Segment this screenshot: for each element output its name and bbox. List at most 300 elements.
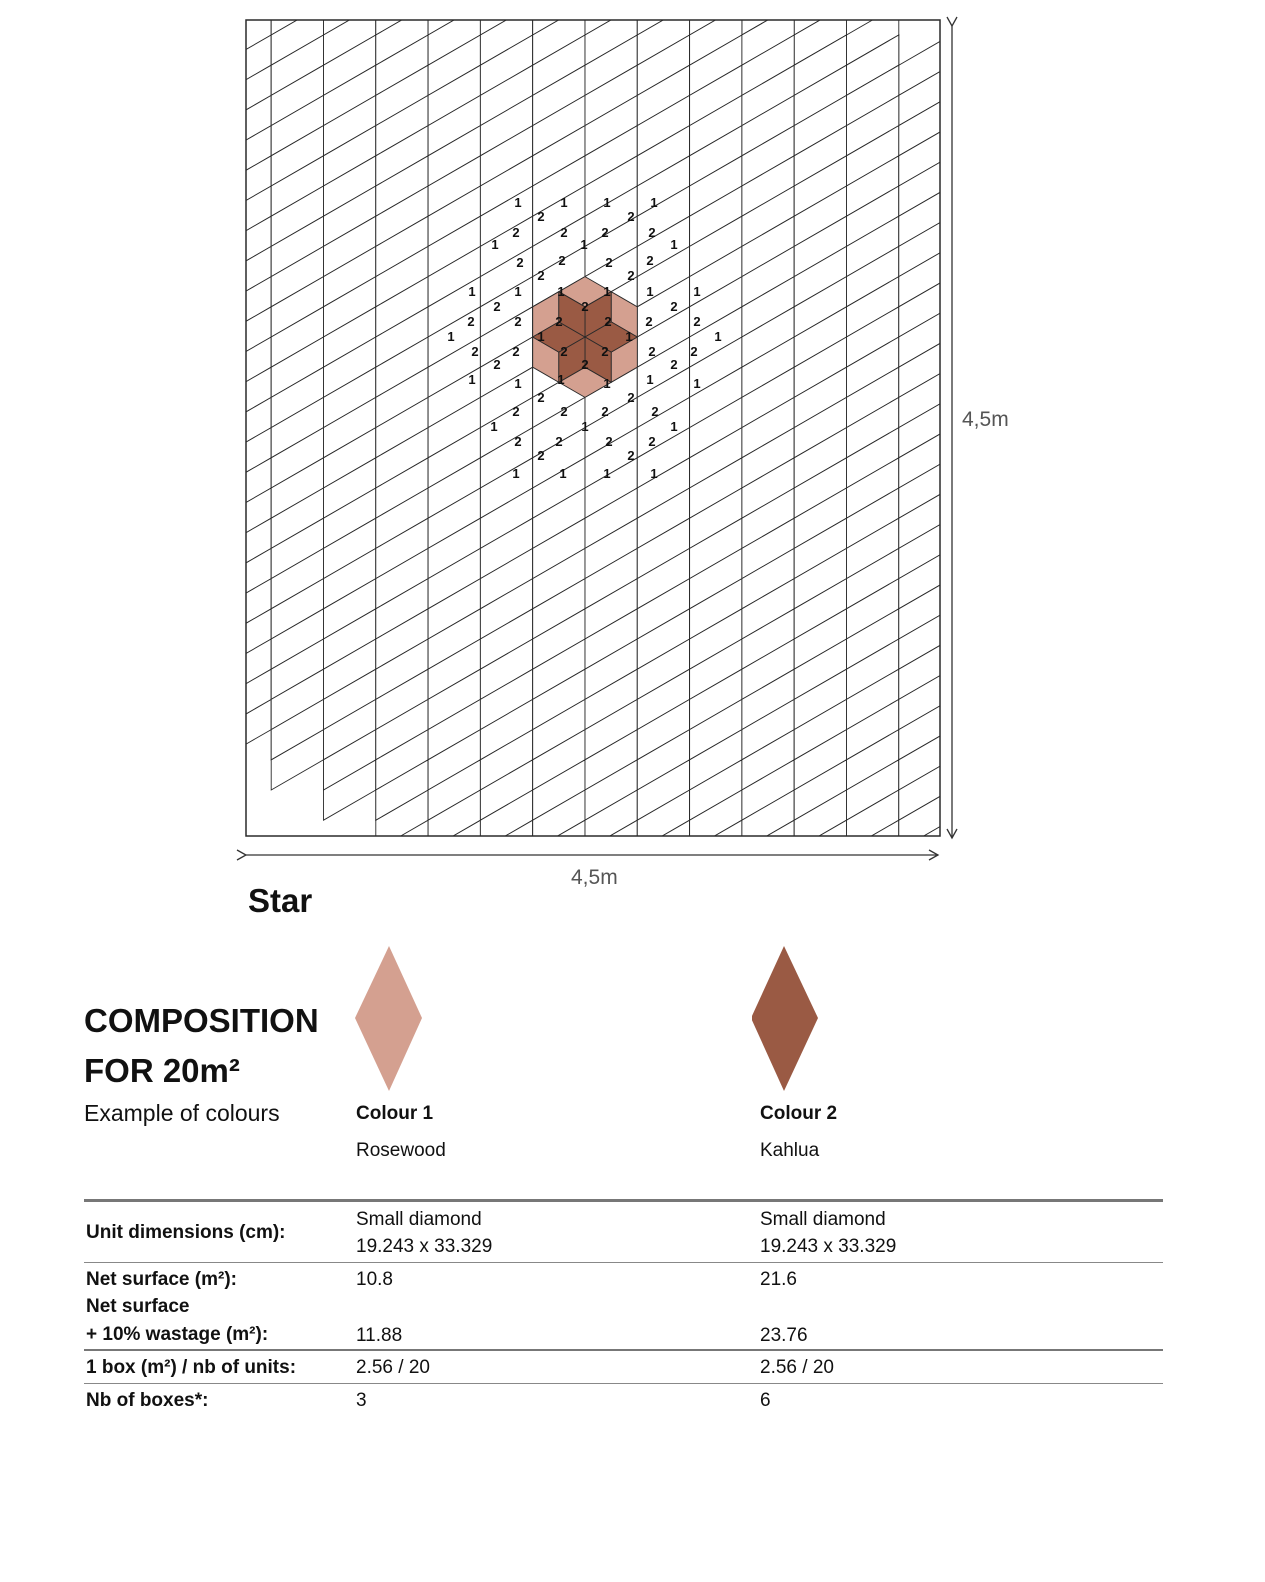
tile-number-marker: 1	[670, 237, 678, 252]
colour1-label: Colour 1	[356, 1103, 434, 1124]
tile-number-marker: 2	[512, 344, 520, 359]
tile-number-marker: 2	[471, 344, 479, 359]
tile	[951, 609, 1003, 669]
tile	[1004, 760, 1056, 820]
tile	[167, 126, 219, 186]
tile	[951, 518, 1003, 578]
tile	[271, 0, 323, 5]
tile	[847, 850, 899, 905]
tile	[951, 609, 1003, 669]
tile	[951, 609, 1003, 669]
tile-number-marker: 1	[646, 284, 654, 299]
tile-number-marker: 1	[650, 195, 658, 210]
tile	[951, 669, 1003, 729]
tile	[219, 0, 271, 5]
width-dimension-label: 4,5m	[571, 866, 618, 889]
tile	[167, 307, 219, 367]
tile-number-marker: 1	[581, 419, 589, 434]
tile	[951, 579, 1003, 639]
tile	[951, 790, 1003, 850]
colour1-name: Rosewood	[356, 1140, 446, 1161]
tile	[951, 850, 1003, 905]
tile	[951, 518, 1003, 578]
tile-number-marker: 2	[516, 255, 524, 270]
tile	[1004, 277, 1056, 337]
tile	[951, 669, 1003, 729]
tile	[951, 760, 1003, 820]
tile-number-marker: 2	[537, 448, 545, 463]
tile	[951, 488, 1003, 548]
tile	[951, 548, 1003, 608]
tile	[951, 730, 1003, 790]
tile	[167, 669, 219, 729]
tile	[428, 0, 480, 5]
tile	[167, 156, 219, 216]
tile-number-marker: 2	[605, 434, 613, 449]
tile	[951, 337, 1003, 397]
tile	[951, 307, 1003, 367]
tile	[951, 307, 1003, 367]
tile	[167, 35, 219, 95]
tile	[951, 246, 1003, 306]
tile-number-marker: 2	[693, 314, 701, 329]
c1-box-units: 2.56 / 20	[356, 1357, 430, 1378]
tile	[899, 850, 951, 905]
tile-number-marker: 1	[693, 284, 701, 299]
tile	[637, 850, 689, 905]
tile	[1004, 790, 1056, 850]
tile-number-marker: 2	[493, 357, 501, 372]
tile-number-marker: 2	[645, 314, 653, 329]
tile	[167, 0, 219, 35]
tile	[951, 820, 1003, 880]
tile	[1004, 95, 1056, 155]
tile	[533, 0, 585, 5]
tile	[951, 95, 1003, 155]
tile	[167, 337, 219, 397]
tile	[1004, 216, 1056, 276]
tile	[324, 0, 376, 5]
tile	[794, 850, 846, 905]
row-header-wastage-line1: Net surface	[86, 1296, 190, 1317]
tile	[951, 277, 1003, 337]
c1-net-surface: 10.8	[356, 1269, 393, 1290]
tile	[951, 488, 1003, 548]
tile	[690, 850, 742, 905]
row-header-nb-boxes: Nb of boxes*:	[86, 1390, 209, 1411]
tile-number-marker: 2	[651, 404, 659, 419]
tile	[271, 0, 323, 5]
composition-title-line2: FOR 20m²	[84, 1052, 240, 1089]
tile	[167, 337, 219, 397]
tile	[1004, 639, 1056, 699]
tile	[219, 699, 271, 759]
tile	[951, 156, 1003, 216]
tile	[690, 850, 742, 905]
tile-number-marker: 1	[514, 284, 522, 299]
tile	[1004, 669, 1056, 729]
c2-unit-size: 19.243 x 33.329	[760, 1236, 897, 1257]
tile	[951, 760, 1003, 820]
tile	[1004, 699, 1056, 759]
tile	[167, 216, 219, 276]
tile-number-marker: 1	[514, 376, 522, 391]
table-rule-top	[84, 1199, 1163, 1202]
tile	[951, 65, 1003, 125]
tile-number-marker: 2	[627, 209, 635, 224]
tile	[951, 639, 1003, 699]
tile	[1004, 488, 1056, 548]
tile	[480, 0, 532, 5]
tile	[167, 0, 219, 5]
tile	[167, 639, 219, 699]
tile	[951, 760, 1003, 820]
tile	[951, 428, 1003, 488]
tile	[951, 428, 1003, 488]
tile	[167, 246, 219, 306]
tile	[1004, 307, 1056, 367]
tile	[951, 790, 1003, 850]
c2-box-units: 2.56 / 20	[760, 1357, 834, 1378]
tile-number-marker: 1	[650, 466, 658, 481]
tile-number-marker: 1	[603, 284, 611, 299]
tile-number-marker: 2	[627, 390, 635, 405]
c2-nb-boxes: 6	[760, 1390, 771, 1411]
colour1-diamond-icon	[355, 946, 422, 1091]
colour2-label: Colour 2	[760, 1103, 838, 1124]
tile	[951, 307, 1003, 367]
tile	[951, 820, 1003, 880]
tile	[428, 0, 480, 5]
tile	[219, 0, 271, 5]
tile-number-marker: 2	[670, 299, 678, 314]
tile	[951, 548, 1003, 608]
tile	[690, 0, 742, 5]
tile	[1004, 126, 1056, 186]
tile	[1004, 458, 1056, 518]
tile	[951, 850, 1003, 905]
tile-number-marker: 2	[512, 225, 520, 240]
tile	[324, 0, 376, 5]
tile	[167, 548, 219, 608]
tile	[951, 518, 1003, 578]
tile-number-marker: 2	[627, 448, 635, 463]
tile	[167, 307, 219, 367]
c1-net-surface-wastage: 11.88	[356, 1325, 403, 1346]
tile	[167, 126, 219, 186]
table-rule	[84, 1383, 1163, 1384]
tile	[480, 0, 532, 5]
tile	[951, 790, 1003, 850]
tile	[1004, 579, 1056, 639]
tile-number-marker: 1	[491, 237, 499, 252]
tile	[376, 0, 428, 5]
tile	[167, 65, 219, 125]
tile-number-marker: 1	[490, 419, 498, 434]
tile	[1004, 760, 1056, 820]
tile	[1004, 156, 1056, 216]
tile-number-marker: 2	[514, 434, 522, 449]
tile	[951, 126, 1003, 186]
tile-number-marker: 2	[648, 225, 656, 240]
tile	[428, 0, 480, 5]
tile	[951, 699, 1003, 759]
tile	[742, 881, 794, 905]
tile-number-marker: 2	[555, 314, 563, 329]
tile	[167, 277, 219, 337]
tile-number-marker: 2	[558, 253, 566, 268]
tile	[167, 65, 219, 125]
tile	[951, 820, 1003, 880]
tile	[951, 156, 1003, 216]
tile	[1004, 367, 1056, 427]
tile	[794, 881, 846, 905]
tile	[1004, 216, 1056, 276]
tile	[1004, 186, 1056, 246]
tile-number-marker: 1	[646, 372, 654, 387]
tile	[951, 579, 1003, 639]
tile-number-marker: 2	[537, 209, 545, 224]
row-header-unit-dimensions: Unit dimensions (cm):	[86, 1222, 286, 1243]
tile	[637, 0, 689, 5]
tile	[1004, 579, 1056, 639]
tile	[951, 730, 1003, 790]
tile	[951, 669, 1003, 729]
tile	[794, 850, 846, 905]
composition-title-line1: COMPOSITION	[84, 1002, 319, 1039]
tile-number-marker: 1	[557, 284, 565, 299]
tile	[167, 246, 219, 306]
tile	[167, 186, 219, 246]
tile	[167, 367, 219, 427]
tile	[951, 518, 1003, 578]
tile	[951, 126, 1003, 186]
tile	[951, 216, 1003, 276]
tile	[1004, 609, 1056, 669]
tile	[951, 579, 1003, 639]
tile	[480, 0, 532, 5]
tile	[951, 639, 1003, 699]
tile	[951, 186, 1003, 246]
tile-number-marker: 2	[514, 314, 522, 329]
tile-number-marker: 1	[468, 372, 476, 387]
tile-number-marker: 2	[555, 434, 563, 449]
tile-number-marker: 1	[603, 376, 611, 391]
tile	[847, 881, 899, 905]
tile	[1004, 850, 1056, 905]
tile-number-marker: 2	[670, 357, 678, 372]
c2-unit-type: Small diamond	[760, 1209, 886, 1230]
tile	[1004, 337, 1056, 397]
tile-number-marker: 2	[601, 344, 609, 359]
tile-number-marker: 2	[690, 344, 698, 359]
tile	[167, 458, 219, 518]
tile	[951, 760, 1003, 820]
tile	[794, 850, 846, 905]
tile	[951, 126, 1003, 186]
tile	[167, 216, 219, 276]
tile	[167, 639, 219, 699]
tile	[951, 307, 1003, 367]
tile	[167, 397, 219, 457]
tile	[951, 488, 1003, 548]
tile-number-marker: 1	[537, 329, 545, 344]
tile	[1004, 730, 1056, 790]
tile	[376, 0, 428, 5]
tile	[951, 881, 1003, 905]
tile	[1004, 428, 1056, 488]
tile	[167, 156, 219, 216]
tile-number-marker: 2	[467, 314, 475, 329]
tile-number-marker: 1	[447, 329, 455, 344]
tile	[1004, 246, 1056, 306]
tile	[480, 850, 532, 905]
tile	[951, 95, 1003, 155]
c1-nb-boxes: 3	[356, 1390, 367, 1411]
tile	[951, 428, 1003, 488]
tile	[376, 0, 428, 5]
tile	[533, 0, 585, 5]
tile-number-marker: 2	[560, 404, 568, 419]
tile	[951, 277, 1003, 337]
tile	[1004, 397, 1056, 457]
tile-number-marker: 1	[714, 329, 722, 344]
tile	[951, 277, 1003, 337]
tile	[324, 0, 376, 5]
tile	[951, 579, 1003, 639]
tile-number-marker: 2	[605, 255, 613, 270]
tile	[167, 0, 219, 35]
tile	[690, 850, 742, 905]
c1-unit-type: Small diamond	[356, 1209, 482, 1230]
tile	[167, 488, 219, 548]
tile-number-marker: 2	[646, 253, 654, 268]
tile	[951, 850, 1003, 905]
tile	[1004, 367, 1056, 427]
tile	[167, 277, 219, 337]
height-dimension-label: 4,5m	[962, 408, 1009, 431]
tile-number-marker: 1	[603, 466, 611, 481]
tile-number-marker: 1	[560, 195, 568, 210]
tile-number-marker: 2	[604, 314, 612, 329]
tile-number-marker: 2	[581, 299, 589, 314]
tile	[951, 337, 1003, 397]
pattern-name: Star	[248, 882, 313, 919]
row-header-box: 1 box (m²) / nb of units:	[86, 1357, 297, 1378]
tile	[951, 428, 1003, 488]
tile	[951, 458, 1003, 518]
tile	[899, 850, 951, 905]
tile	[951, 548, 1003, 608]
tile	[1004, 518, 1056, 578]
tile	[376, 0, 428, 5]
tile	[1004, 186, 1056, 246]
tile	[167, 95, 219, 155]
tile	[533, 0, 585, 5]
tile	[167, 609, 219, 669]
tile	[637, 850, 689, 905]
tile	[899, 881, 951, 905]
c2-net-surface-wastage: 23.76	[760, 1325, 808, 1346]
colour1-diamond-swatch	[354, 946, 424, 1092]
tile	[167, 0, 219, 5]
colour2-name: Kahlua	[760, 1140, 820, 1161]
tile	[1004, 820, 1056, 880]
tile	[533, 0, 585, 5]
tile-number-marker: 2	[648, 434, 656, 449]
tile	[1004, 548, 1056, 608]
tile	[1004, 669, 1056, 729]
tile	[951, 669, 1003, 729]
tile	[167, 579, 219, 639]
tile	[951, 639, 1003, 699]
tile	[271, 0, 323, 5]
tile-number-marker: 2	[581, 357, 589, 372]
tile-number-marker: 2	[601, 404, 609, 419]
composition-title	[84, 996, 344, 1096]
tile	[951, 186, 1003, 246]
tile	[1004, 337, 1056, 397]
tile	[585, 0, 637, 5]
tile-number-marker: 2	[493, 299, 501, 314]
tile	[951, 699, 1003, 759]
tile	[951, 639, 1003, 699]
tile-number-marker: 2	[512, 404, 520, 419]
tile-number-marker: 1	[625, 329, 633, 344]
tile	[1004, 277, 1056, 337]
table-rule	[84, 1349, 1163, 1351]
tile	[167, 5, 219, 65]
tile-number-marker: 1	[580, 237, 588, 252]
tile	[951, 548, 1003, 608]
tile	[324, 0, 376, 5]
tile	[951, 246, 1003, 306]
tile	[167, 428, 219, 488]
tile	[167, 367, 219, 427]
colour2-diamond-icon	[752, 946, 818, 1091]
tile	[167, 458, 219, 518]
tile	[951, 156, 1003, 216]
c2-net-surface: 21.6	[760, 1269, 797, 1290]
tile	[219, 0, 271, 5]
tile	[951, 458, 1003, 518]
tile	[637, 0, 689, 5]
tile-number-marker: 1	[603, 195, 611, 210]
tile	[637, 881, 689, 905]
tile	[951, 216, 1003, 276]
tile	[951, 699, 1003, 759]
tile-number-marker: 2	[627, 268, 635, 283]
tile	[1004, 458, 1056, 518]
tile	[167, 186, 219, 246]
tile	[585, 0, 637, 5]
tile	[1004, 730, 1056, 790]
tile	[742, 0, 794, 5]
table-rule	[84, 1262, 1163, 1263]
tile	[951, 820, 1003, 880]
tile	[167, 95, 219, 155]
tile	[167, 518, 219, 578]
tile	[1004, 307, 1056, 367]
tile	[951, 337, 1003, 397]
tile	[951, 186, 1003, 246]
tile	[951, 246, 1003, 306]
tile	[951, 186, 1003, 246]
row-header-wastage-line2: + 10% wastage (m²):	[86, 1324, 269, 1345]
tile	[951, 337, 1003, 397]
tile-number-marker: 1	[468, 284, 476, 299]
tile-number-marker: 1	[557, 372, 565, 387]
